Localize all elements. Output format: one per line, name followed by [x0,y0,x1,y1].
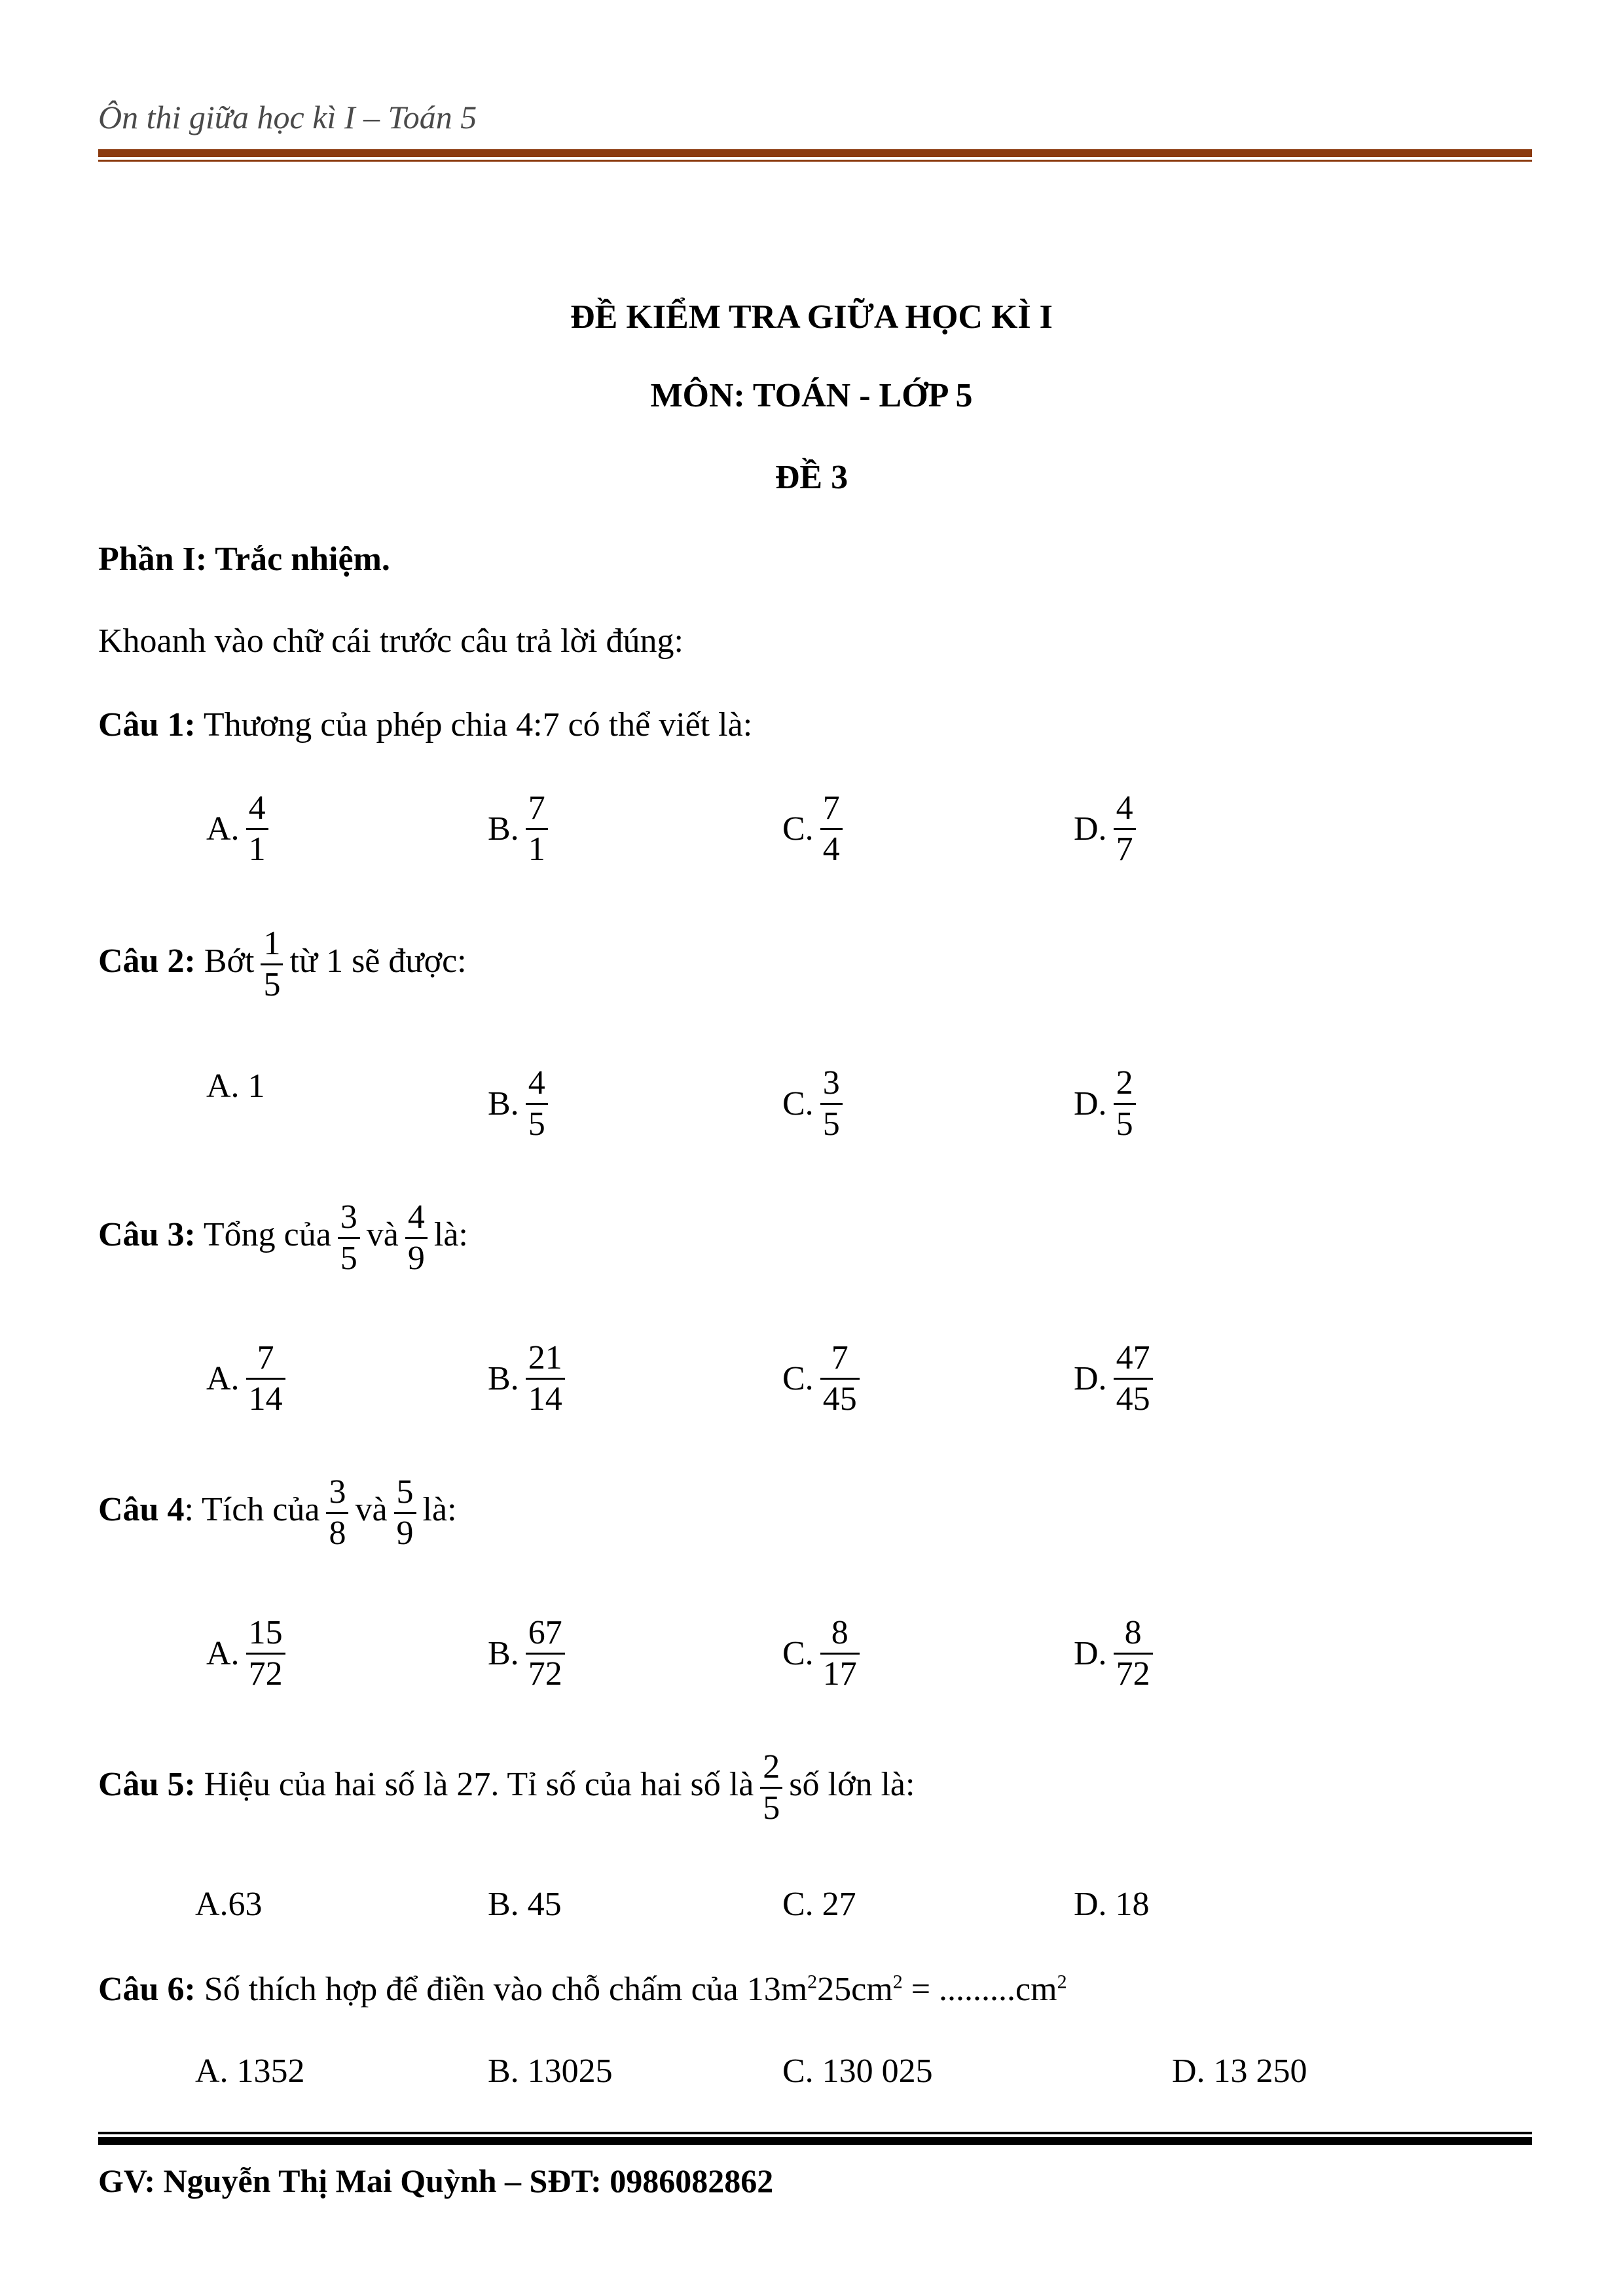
q1-option-b[interactable] [488,789,555,869]
fraction: $\frac{8}{17}$ [820,1613,860,1694]
part-title: Phần I: Trắc nhiệm. [98,541,390,578]
question-label: Câu 5: [98,1766,196,1804]
option-letter: C. [782,1634,814,1672]
question-text: và [366,1216,399,1254]
question-text: 25cm [817,1971,893,2008]
q2-option-c[interactable] [782,1064,849,1144]
header-title: Ôn thi giữa học kì I – Toán 5 [98,99,477,135]
fraction: $\frac{2}{5}$ [760,1748,782,1828]
q3-option-c[interactable] [782,1338,866,1419]
question-label: Câu 6: [98,1971,196,2008]
question-text: Tổng của [203,1216,331,1254]
fraction: $\frac{4}{1}$ [246,789,268,869]
question-text: là: [422,1491,457,1529]
question-text: : [184,1491,194,1529]
question-label: Câu 1: [98,706,196,744]
q6-option-d[interactable]: D. 13 250 [1172,2053,1307,2090]
option-letter: D. [1074,1634,1107,1672]
q3-option-a[interactable] [206,1338,292,1419]
q1-option-d[interactable] [1074,789,1142,869]
option-letter: A. [206,810,240,848]
option-letter: D. [1074,1359,1107,1397]
question-3 [98,1198,468,1278]
option-letter: C. [782,1085,814,1122]
fraction: $\frac{5}{9}$ [394,1473,416,1553]
question-text: số lớn là: [789,1766,915,1804]
question-text: Tích của [202,1491,320,1529]
fraction: $\frac{2}{5}$ [1114,1064,1136,1144]
option-letter: B. [488,810,519,848]
option-letter: D. [1074,810,1107,848]
question-label: Câu 2: [98,942,196,980]
fraction: $\frac{4}{9}$ [405,1198,428,1278]
header-rule-thin [98,160,1532,162]
q1-option-a[interactable] [206,789,275,869]
question-1 [98,706,752,744]
q1-option-c[interactable] [782,789,849,869]
q4-option-d[interactable] [1074,1613,1159,1694]
fraction: $\frac{1}{5}$ [261,924,283,1005]
option-text: A. 1 [206,1067,265,1105]
superscript: 2 [807,1971,818,1993]
option-letter: C. [782,1359,814,1397]
fraction: $\frac{3}{5}$ [338,1198,360,1278]
question-text: và [355,1491,388,1529]
option-letter: B. [488,1634,519,1672]
fraction: $\frac{7}{45}$ [820,1338,860,1419]
question-4 [98,1473,457,1553]
q6-option-b[interactable]: B. 13025 [488,2053,613,2090]
q3-option-b[interactable] [488,1338,572,1419]
exam-title: ĐỀ KIỂM TRA GIỮA HỌC KÌ I [570,298,1053,336]
question-text: Hiệu của hai số là 27. Tỉ số của hai số là [204,1766,754,1804]
fraction: $\frac{7}{14}$ [246,1338,285,1419]
option-letter: C. [782,810,814,848]
question-label: Câu 3: [98,1216,196,1254]
q3-option-d[interactable] [1074,1338,1159,1419]
q4-option-c[interactable] [782,1613,866,1694]
fraction: $\frac{21}{14}$ [526,1338,565,1419]
question-label: Câu 4 [98,1491,185,1529]
option-letter: D. [1074,1085,1107,1122]
exam-number: ĐỀ 3 [775,459,848,496]
exam-subject: MÔN: TOÁN - LỚP 5 [650,377,973,414]
footer-rule-thick [98,2137,1532,2145]
fraction: $\frac{8}{72}$ [1114,1613,1153,1694]
superscript: 2 [1057,1971,1067,1993]
question-text: = .........cm [902,1971,1057,2008]
instruction: Khoanh vào chữ cái trước câu trả lời đúng: [98,622,684,660]
q5-option-b[interactable]: B. 45 [488,1886,562,1923]
q2-option-d[interactable] [1074,1064,1142,1144]
question-text: là: [433,1216,468,1254]
fraction: $\frac{47}{45}$ [1114,1338,1153,1419]
option-letter: A. [206,1634,240,1672]
fraction: $\frac{7}{4}$ [820,789,843,869]
superscript: 2 [892,1971,903,1993]
q5-option-a[interactable]: A.63 [195,1886,263,1923]
q2-option-a[interactable] [206,1064,265,1105]
question-text: từ 1 sẽ được: [289,942,467,980]
fraction: $\frac{67}{72}$ [526,1613,565,1694]
fraction: $\frac{7}{1}$ [526,789,548,869]
option-letter: A. [206,1359,240,1397]
footer-rule-thin [98,2132,1532,2134]
fraction: $\frac{3}{8}$ [326,1473,348,1553]
q5-option-c[interactable]: C. 27 [782,1886,856,1923]
question-text: Thương của phép chia 4:7 có thể viết là: [203,706,753,744]
option-letter: B. [488,1085,519,1122]
q6-option-a[interactable]: A. 1352 [195,2053,305,2090]
question-text: Bớt [204,942,255,980]
header-rule-thick [98,149,1532,157]
fraction: $\frac{4}{5}$ [526,1064,548,1144]
fraction: $\frac{15}{72}$ [246,1613,285,1694]
question-text: Số thích hợp để điền vào chỗ chấm của 13m [204,1971,808,2008]
q4-option-b[interactable] [488,1613,572,1694]
q2-option-b[interactable] [488,1064,555,1144]
option-letter: B. [488,1359,519,1397]
question-5 [98,1748,915,1828]
q6-option-c[interactable]: C. 130 025 [782,2053,933,2090]
question-2 [98,924,467,1005]
q5-option-d[interactable]: D. 18 [1074,1886,1150,1923]
q4-option-a[interactable] [206,1613,292,1694]
question-6 [98,1970,1067,2009]
footer-text: GV: Nguyễn Thị Mai Quỳnh – SĐT: 0986082862 [98,2162,774,2199]
fraction: $\frac{3}{5}$ [820,1064,843,1144]
fraction: $\frac{4}{7}$ [1114,789,1136,869]
